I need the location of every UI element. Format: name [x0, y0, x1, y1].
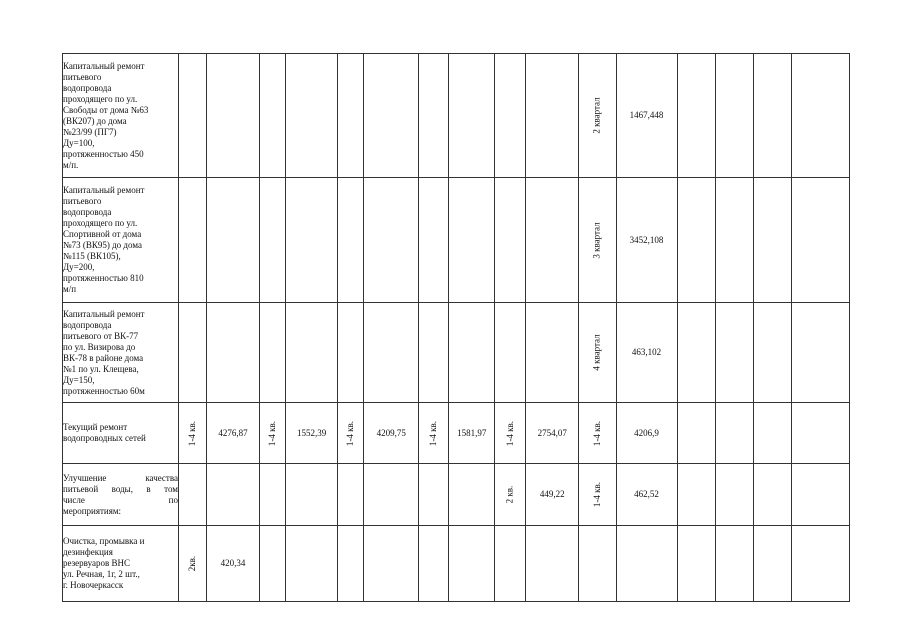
amount-cell: 2754,07 — [526, 403, 579, 464]
period-label: 1-4 кв. — [591, 481, 602, 508]
empty-cell — [753, 54, 791, 178]
empty-cell — [791, 54, 849, 178]
description-line: дезинфекция — [63, 547, 113, 557]
table-row — [63, 526, 850, 602]
period-cell — [179, 526, 207, 602]
work-description — [63, 526, 179, 602]
amount-cell — [364, 178, 419, 303]
period-cell — [579, 403, 616, 464]
empty-cell — [791, 303, 849, 403]
table-row — [63, 303, 850, 403]
period-cell — [338, 464, 364, 526]
period-cell — [179, 178, 207, 303]
amount-cell — [364, 526, 419, 602]
description-line: м/п — [63, 284, 77, 294]
period-cell — [179, 403, 207, 464]
amount-cell — [286, 303, 338, 403]
description-line: (ВК207) до дома — [63, 115, 127, 126]
description-line: Капитальный ремонт — [63, 185, 145, 195]
description-line: ВК-78 в районе дома — [63, 352, 144, 363]
period-cell — [179, 54, 207, 178]
empty-cell — [715, 54, 753, 178]
period-label: 1-4 кв. — [428, 420, 439, 446]
description-line: резервуаров ВНС — [63, 558, 130, 568]
period-cell — [260, 178, 286, 303]
empty-cell — [753, 403, 791, 464]
period-cell — [579, 303, 616, 403]
amount-cell — [526, 303, 579, 403]
description-line: питьевого от ВК-77 — [63, 330, 139, 341]
description-line: протяженностью 60м — [63, 385, 145, 396]
period-cell — [260, 54, 286, 178]
amount-cell — [526, 178, 579, 303]
description-line: питьевого — [63, 196, 102, 206]
period-cell — [579, 178, 616, 303]
period-label: 2 кв. — [504, 485, 515, 504]
amount-cell: 1467,448 — [616, 54, 677, 178]
period-cell — [579, 526, 616, 602]
period-label: 1-4 кв. — [591, 420, 602, 446]
amount-cell: 462,52 — [616, 464, 677, 526]
period-cell — [260, 303, 286, 403]
amount-cell: 1552,39 — [286, 403, 338, 464]
description-line: протяженностью 450 — [63, 148, 144, 159]
amount-cell: 463,102 — [616, 303, 677, 403]
empty-cell — [677, 464, 715, 526]
empty-cell — [753, 464, 791, 526]
description-line: водопроводных сетей — [63, 433, 146, 443]
empty-cell — [715, 464, 753, 526]
table-row — [63, 178, 850, 303]
amount-cell — [364, 464, 419, 526]
empty-cell — [715, 303, 753, 403]
period-label: 1-4 кв. — [267, 420, 278, 446]
empty-cell — [677, 303, 715, 403]
empty-cell — [753, 526, 791, 602]
period-cell — [179, 464, 207, 526]
period-label: 2кв. — [187, 555, 197, 572]
amount-cell — [286, 54, 338, 178]
description-line: питьевого — [63, 71, 102, 82]
description-line: №1 по ул. Клещева, — [63, 363, 139, 374]
empty-cell — [753, 178, 791, 303]
period-cell — [495, 54, 526, 178]
description-line: Ду=100, — [63, 137, 95, 148]
empty-cell — [715, 526, 753, 602]
description-line: Спортивной от дома — [63, 229, 142, 239]
period-cell — [260, 403, 286, 464]
amount-cell — [207, 303, 260, 403]
work-description — [63, 54, 179, 178]
amount-cell — [364, 54, 419, 178]
description-line: г. Новочеркасск — [63, 580, 124, 590]
empty-cell — [715, 178, 753, 303]
description-line: ул. Речная, 1г, 2 шт., — [63, 569, 140, 579]
description-line: Текущий ремонт — [63, 422, 128, 432]
amount-cell — [449, 178, 495, 303]
empty-cell — [677, 403, 715, 464]
amount-cell — [286, 526, 338, 602]
work-description — [63, 464, 179, 526]
empty-cell — [677, 178, 715, 303]
amount-cell — [616, 526, 677, 602]
amount-cell — [286, 178, 338, 303]
amount-cell — [449, 54, 495, 178]
period-cell — [419, 178, 449, 303]
amount-cell — [207, 178, 260, 303]
period-cell — [179, 303, 207, 403]
empty-cell — [715, 403, 753, 464]
amount-cell — [449, 464, 495, 526]
empty-cell — [753, 303, 791, 403]
schedule-table — [62, 53, 850, 602]
description-line: Очистка, промывка и — [63, 536, 145, 546]
empty-cell — [791, 178, 849, 303]
period-label: 3 квартал — [591, 221, 602, 259]
table-row — [63, 464, 850, 526]
description-line: Ду=150, — [63, 374, 95, 385]
period-label: 1-4 кв. — [345, 420, 356, 446]
description-line: Улучшение качества — [63, 472, 178, 483]
description-line: Свободы от дома №63 — [63, 104, 149, 115]
description-line: Капитальный ремонт — [63, 60, 145, 71]
description-line: по ул. Визирова до — [63, 341, 136, 352]
period-cell — [419, 526, 449, 602]
amount-cell — [286, 464, 338, 526]
period-cell — [579, 54, 616, 178]
period-cell — [419, 464, 449, 526]
empty-cell — [791, 464, 849, 526]
amount-cell: 4209,75 — [364, 403, 419, 464]
amount-cell: 420,34 — [207, 526, 260, 602]
description-line: Капитальный ремонт — [63, 308, 145, 319]
description-line: проходящего по ул. — [63, 93, 138, 104]
description-line: Ду=200, — [63, 262, 95, 272]
work-description — [63, 178, 179, 303]
table-row — [63, 403, 850, 464]
period-cell — [260, 464, 286, 526]
amount-cell — [449, 303, 495, 403]
work-description — [63, 403, 179, 464]
period-label: 2 квартал — [591, 97, 602, 134]
description-line: м/п. — [63, 159, 79, 170]
period-cell — [338, 403, 364, 464]
period-label: 1-4 кв. — [504, 420, 515, 446]
period-cell — [495, 303, 526, 403]
period-cell — [495, 464, 526, 526]
amount-cell: 4206,9 — [616, 403, 677, 464]
amount-cell — [526, 54, 579, 178]
description-line: водопровода — [63, 207, 112, 217]
amount-cell — [526, 526, 579, 602]
work-description — [63, 303, 179, 403]
period-cell — [260, 526, 286, 602]
description-line: водопровода — [63, 82, 112, 93]
period-cell — [495, 403, 526, 464]
empty-cell — [677, 54, 715, 178]
period-cell — [419, 54, 449, 178]
amount-cell — [449, 526, 495, 602]
table-row — [63, 54, 850, 178]
description-line: мероприятиям: — [63, 505, 122, 516]
empty-cell — [677, 526, 715, 602]
amount-cell: 4276,87 — [207, 403, 260, 464]
description-line: №23/99 (ПГ7) — [63, 126, 117, 137]
description-line: протяженностью 810 — [63, 273, 144, 283]
amount-cell — [364, 303, 419, 403]
period-cell — [338, 526, 364, 602]
empty-cell — [791, 403, 849, 464]
description-line: числе по — [63, 494, 178, 505]
amount-cell: 1581,97 — [449, 403, 495, 464]
description-line: водопровода — [63, 319, 112, 330]
period-cell — [495, 526, 526, 602]
period-cell — [495, 178, 526, 303]
amount-cell — [207, 54, 260, 178]
amount-cell: 3452,108 — [616, 178, 677, 303]
period-cell — [419, 403, 449, 464]
period-cell — [419, 303, 449, 403]
period-cell — [338, 303, 364, 403]
description-line: проходящего по ул. — [63, 218, 138, 228]
amount-cell — [207, 464, 260, 526]
description-line: №115 (ВК105), — [63, 251, 121, 261]
period-cell — [338, 178, 364, 303]
period-label: 1-4 кв. — [187, 420, 197, 446]
amount-cell: 449,22 — [526, 464, 579, 526]
period-cell — [579, 464, 616, 526]
period-label: 4 квартал — [591, 334, 602, 371]
description-line: №73 (ВК95) до дома — [63, 240, 142, 250]
empty-cell — [791, 526, 849, 602]
description-line: питьевой воды, в том — [63, 483, 178, 494]
period-cell — [338, 54, 364, 178]
